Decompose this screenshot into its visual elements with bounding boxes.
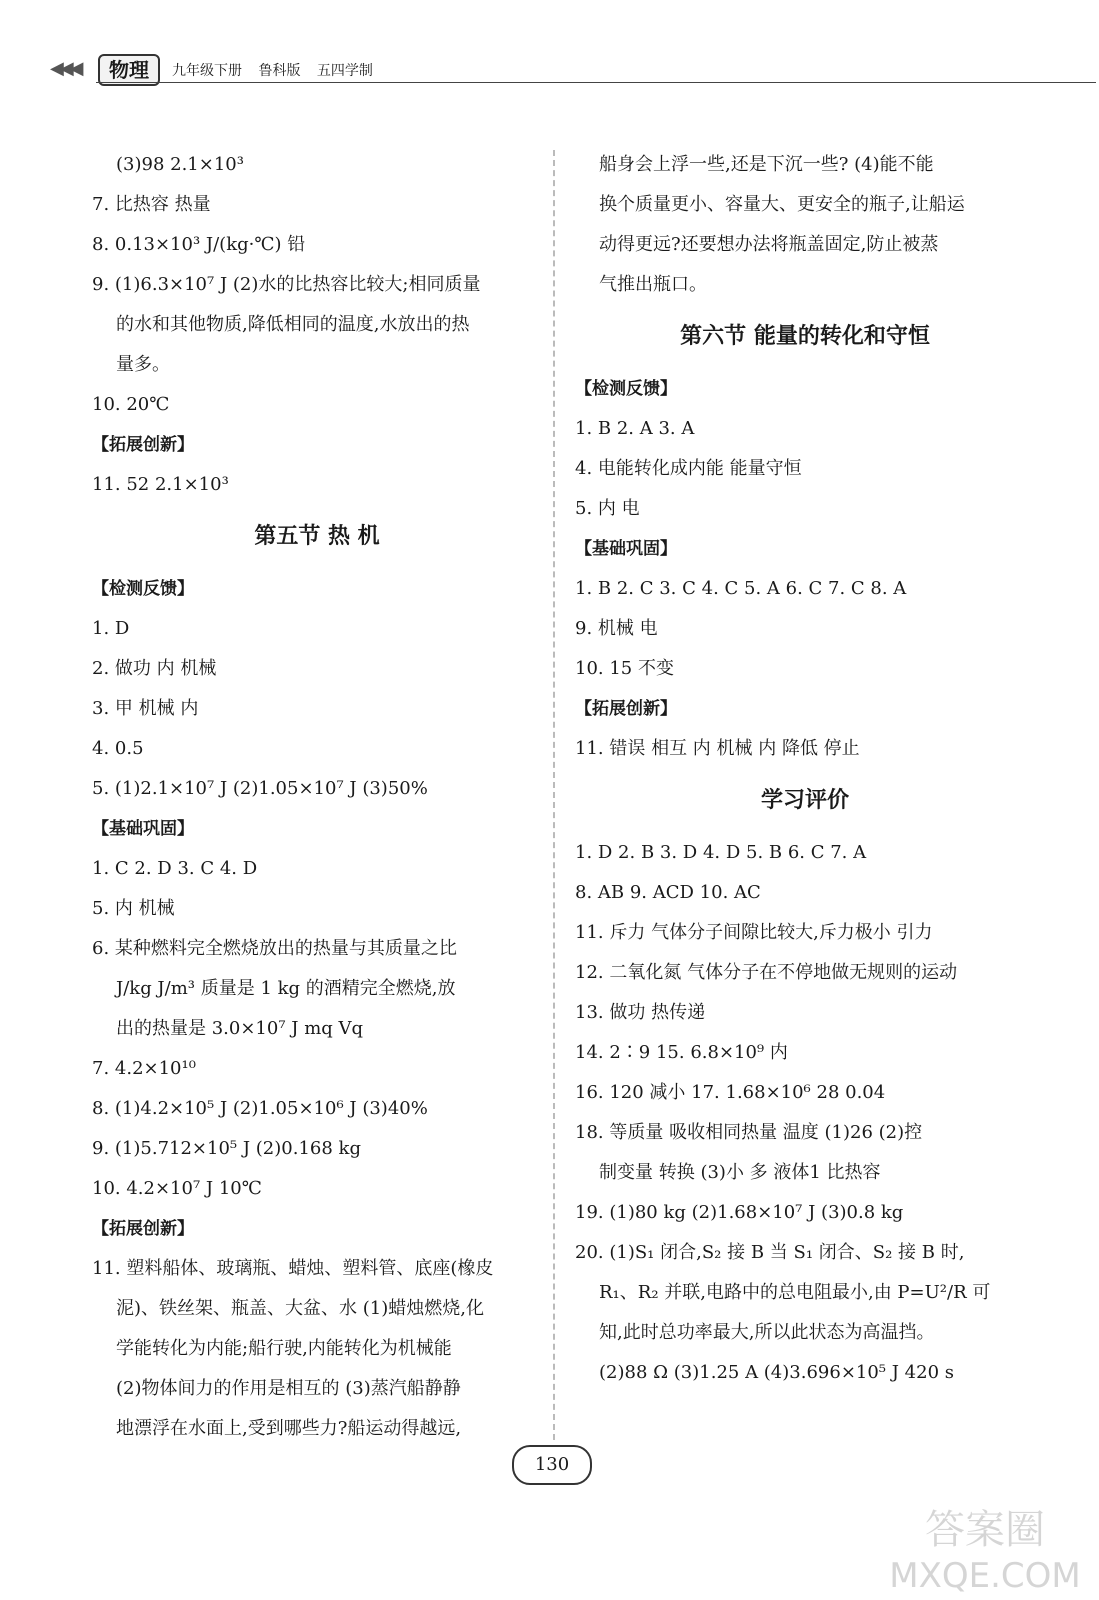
answer-line: 的水和其他物质,降低相同的温度,水放出的热 bbox=[116, 314, 470, 335]
answer-line: 1. B 2. A 3. A bbox=[575, 418, 695, 439]
answer-line: 5. 内 电 bbox=[575, 498, 640, 519]
answer-line: 11. 斥力 气体分子间隙比较大,斥力极小 引力 bbox=[575, 922, 933, 943]
section-tag: 【拓展创新】 bbox=[92, 1219, 194, 1239]
answer-line: 12. 二氧化氮 气体分子在不停地做无规则的运动 bbox=[575, 962, 958, 983]
watermark-logo bbox=[880, 1495, 1090, 1595]
answer-line: 13. 做功 热传递 bbox=[575, 1002, 706, 1023]
answer-line: (2)物体间力的作用是相互的 (3)蒸汽船静静 bbox=[116, 1378, 461, 1399]
edition-label: 鲁科版 bbox=[258, 63, 301, 79]
answer-line: 10. 20℃ bbox=[92, 394, 170, 415]
answer-line: R₁、R₂ 并联,电路中的总电阻最小,由 P=U²/R 可 bbox=[599, 1282, 991, 1303]
answer-line: 1. C 2. D 3. C 4. D bbox=[92, 858, 258, 879]
answer-line: (2)88 Ω (3)1.25 A (4)3.696×10⁵ J 420 s bbox=[599, 1362, 954, 1383]
left-column bbox=[92, 145, 542, 1449]
answer-line: 10. 4.2×10⁷ J 10℃ bbox=[92, 1178, 262, 1199]
grade-label: 九年级下册 bbox=[172, 63, 242, 79]
answer-line: 8. 0.13×10³ J/(kg·℃) 铅 bbox=[92, 234, 306, 255]
header-rule bbox=[96, 82, 1096, 83]
answer-line: 11. 塑料船体、玻璃瓶、蜡烛、塑料管、底座(橡皮 bbox=[92, 1258, 494, 1279]
section-title: 学习评价 bbox=[760, 788, 849, 813]
section-tag: 【基础巩固】 bbox=[92, 819, 194, 839]
right-column bbox=[575, 145, 1035, 1393]
answer-line: 量多。 bbox=[116, 354, 170, 375]
page-number: 130 bbox=[512, 1445, 592, 1485]
column-divider bbox=[553, 150, 555, 1440]
answer-line: (3)98 2.1×10³ bbox=[116, 154, 244, 175]
answer-line: 出的热量是 3.0×10⁷ J mq Vq bbox=[116, 1018, 364, 1039]
section-tag: 【基础巩固】 bbox=[575, 539, 677, 559]
section-tag: 【检测反馈】 bbox=[575, 379, 677, 399]
answer-line: 换个质量更小、容量大、更安全的瓶子,让船运 bbox=[599, 194, 965, 215]
answer-line: 4. 电能转化成内能 能量守恒 bbox=[575, 458, 802, 479]
answer-line: 10. 15 不变 bbox=[575, 658, 674, 679]
section-title: 第六节 能量的转化和守恒 bbox=[680, 324, 930, 349]
answer-line: 地漂浮在水面上,受到哪些力?船运动得越远, bbox=[116, 1418, 462, 1439]
system-label: 五四学制 bbox=[316, 63, 373, 79]
section-tag: 【拓展创新】 bbox=[92, 435, 194, 455]
answer-line: 知,此时总功率最大,所以此状态为高温挡。 bbox=[599, 1322, 935, 1343]
svg-text:答案圈: 答案圈 bbox=[925, 1507, 1045, 1553]
answer-line: 泥)、铁丝架、瓶盖、大盆、水 (1)蜡烛燃烧,化 bbox=[116, 1298, 484, 1319]
answer-line: 9. (1)6.3×10⁷ J (2)水的比热容比较大;相同质量 bbox=[92, 274, 481, 295]
answer-line: 1. D bbox=[92, 618, 130, 639]
svg-text:MXQE.COM: MXQE.COM bbox=[889, 1556, 1081, 1595]
answer-line: 20. (1)S₁ 闭合,S₂ 接 B 当 S₁ 闭合、S₂ 接 B 时, bbox=[575, 1242, 965, 1263]
answer-line: J/kg J/m³ 质量是 1 kg 的酒精完全燃烧,放 bbox=[116, 978, 456, 999]
answer-line: 1. D 2. B 3. D 4. D 5. B 6. C 7. A bbox=[575, 842, 867, 863]
answer-line: 气推出瓶口。 bbox=[599, 274, 707, 295]
answer-line: 16. 120 减小 17. 1.68×10⁶ 28 0.04 bbox=[575, 1082, 886, 1103]
answer-line: 19. (1)80 kg (2)1.68×10⁷ J (3)0.8 kg bbox=[575, 1202, 904, 1223]
section-title: 第五节 热 机 bbox=[254, 524, 380, 549]
section-tag: 【拓展创新】 bbox=[575, 699, 677, 719]
answer-line: 11. 错误 相互 内 机械 内 降低 停止 bbox=[575, 738, 860, 759]
answer-line: 动得更远?还要想办法将瓶盖固定,防止被蒸 bbox=[599, 234, 939, 255]
answer-line: 8. AB 9. ACD 10. AC bbox=[575, 882, 761, 903]
header-info bbox=[172, 60, 385, 80]
answer-line: 8. (1)4.2×10⁵ J (2)1.05×10⁶ J (3)40% bbox=[92, 1098, 428, 1119]
answer-line: 学能转化为内能;船行驶,内能转化为机械能 bbox=[116, 1338, 452, 1359]
answer-line: 6. 某种燃料完全燃烧放出的热量与其质量之比 bbox=[92, 938, 457, 959]
header-arrow-icon: ◀◀◀ bbox=[50, 58, 80, 79]
page-header bbox=[0, 0, 1099, 100]
answer-line: 2. 做功 内 机械 bbox=[92, 658, 217, 679]
answer-line: 9. 机械 电 bbox=[575, 618, 658, 639]
answer-line: 14. 2∶9 15. 6.8×10⁹ 内 bbox=[575, 1042, 788, 1063]
answer-line: 5. (1)2.1×10⁷ J (2)1.05×10⁷ J (3)50% bbox=[92, 778, 428, 799]
answer-line: 4. 0.5 bbox=[92, 738, 144, 759]
answer-line: 7. 4.2×10¹⁰ bbox=[92, 1058, 196, 1079]
answer-line: 9. (1)5.712×10⁵ J (2)0.168 kg bbox=[92, 1138, 361, 1159]
answer-line: 11. 52 2.1×10³ bbox=[92, 474, 229, 495]
answer-line: 7. 比热容 热量 bbox=[92, 194, 211, 215]
answer-line: 3. 甲 机械 内 bbox=[92, 698, 199, 719]
answer-line: 船身会上浮一些,还是下沉一些? (4)能不能 bbox=[599, 154, 934, 175]
section-tag: 【检测反馈】 bbox=[92, 579, 194, 599]
answer-line: 5. 内 机械 bbox=[92, 898, 175, 919]
answer-line: 制变量 转换 (3)小 多 液体1 比热容 bbox=[599, 1162, 881, 1183]
answer-line: 18. 等质量 吸收相同热量 温度 (1)26 (2)控 bbox=[575, 1122, 923, 1143]
answer-line: 1. B 2. C 3. C 4. C 5. A 6. C 7. C 8. A bbox=[575, 578, 907, 599]
subject-logo: 物理 bbox=[98, 54, 160, 86]
